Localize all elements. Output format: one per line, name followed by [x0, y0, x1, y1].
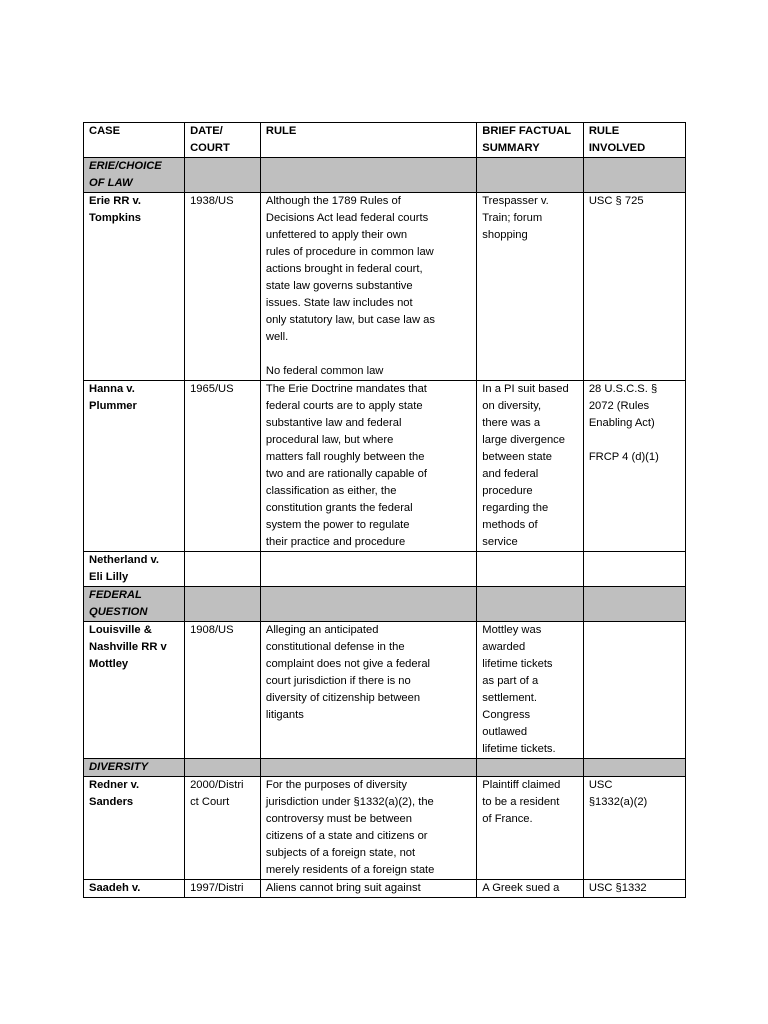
header-rule-involved: RULE INVOLVED: [583, 123, 685, 158]
fact-summary: Mottley was awarded lifetime tickets as part of a settlement. Congress outlawed lifetime tickets.: [477, 622, 584, 759]
rule-involved: USC § 725: [583, 193, 685, 381]
case-name: Erie RR v. Tompkins: [84, 193, 185, 381]
fact-summary: In a PI suit based on diversity, there was a large divergence between state and federal procedure regarding the methods of service: [477, 381, 584, 552]
header-date-court: DATE/ COURT: [185, 123, 261, 158]
section-label: FEDERAL QUESTION: [84, 587, 185, 622]
header-facts: BRIEF FACTUAL SUMMARY: [477, 123, 584, 158]
date-court: 1965/US: [185, 381, 261, 552]
rule-involved: [583, 552, 685, 587]
case-name: Louisville & Nashville RR v Mottley: [84, 622, 185, 759]
rule-text: The Erie Doctrine mandates that federal courts are to apply state substantive law and federal procedural law, but where matters fall roughly between the two and are rationally capable of classification as either, the constitution grants the federal system the power to regulate their practice and procedure: [260, 381, 476, 552]
date-court: 1938/US: [185, 193, 261, 381]
case-name: Redner v. Sanders: [84, 777, 185, 880]
rule-text: Aliens cannot bring suit against: [260, 880, 476, 898]
rule-text: [260, 552, 476, 587]
header-rule: RULE: [260, 123, 476, 158]
table-row: [84, 777, 686, 880]
rule-involved: [583, 622, 685, 759]
table-row: [84, 622, 686, 759]
case-name: Netherland v. Eli Lilly: [84, 552, 185, 587]
section-row-federal-question: [84, 587, 686, 622]
section-row-diversity: [84, 759, 686, 777]
section-row-erie: [84, 158, 686, 193]
case-name: Saadeh v.: [84, 880, 185, 898]
rule-involved: USC §1332(a)(2): [583, 777, 685, 880]
fact-summary: Trespasser v. Train; forum shopping: [477, 193, 584, 381]
section-label: ERIE/CHOICE OF LAW: [84, 158, 185, 193]
rule-involved: 28 U.S.C.S. § 2072 (Rules Enabling Act) FRCP 4 (d)(1): [583, 381, 685, 552]
case-table: [83, 122, 686, 898]
date-court: 1997/Distri: [185, 880, 261, 898]
date-court: 2000/Distri ct Court: [185, 777, 261, 880]
table-header-row: [84, 123, 686, 158]
section-label: DIVERSITY: [84, 759, 185, 777]
table-row: [84, 193, 686, 381]
date-court: [185, 552, 261, 587]
date-court: 1908/US: [185, 622, 261, 759]
rule-text: Although the 1789 Rules of Decisions Act lead federal courts unfettered to apply their own rules of procedure in common law actions brought in federal court, state law governs substantive issues. State law includes not only statutory law, but case law as well. No federal common law: [260, 193, 476, 381]
rule-involved: USC §1332: [583, 880, 685, 898]
fact-summary: [477, 552, 584, 587]
rule-text: Alleging an anticipated constitutional defense in the complaint does not give a federal court jurisdiction if there is no diversity of citizenship between litigants: [260, 622, 476, 759]
fact-summary: Plaintiff claimed to be a resident of France.: [477, 777, 584, 880]
fact-summary: A Greek sued a: [477, 880, 584, 898]
table-row: [84, 381, 686, 552]
header-case: CASE: [84, 123, 185, 158]
table-row: [84, 880, 686, 898]
case-name: Hanna v. Plummer: [84, 381, 185, 552]
rule-text: For the purposes of diversity jurisdiction under §1332(a)(2), the controversy must be between citizens of a state and citizens or subjects of a foreign state, not merely residents of a foreign state: [260, 777, 476, 880]
table-row: [84, 552, 686, 587]
